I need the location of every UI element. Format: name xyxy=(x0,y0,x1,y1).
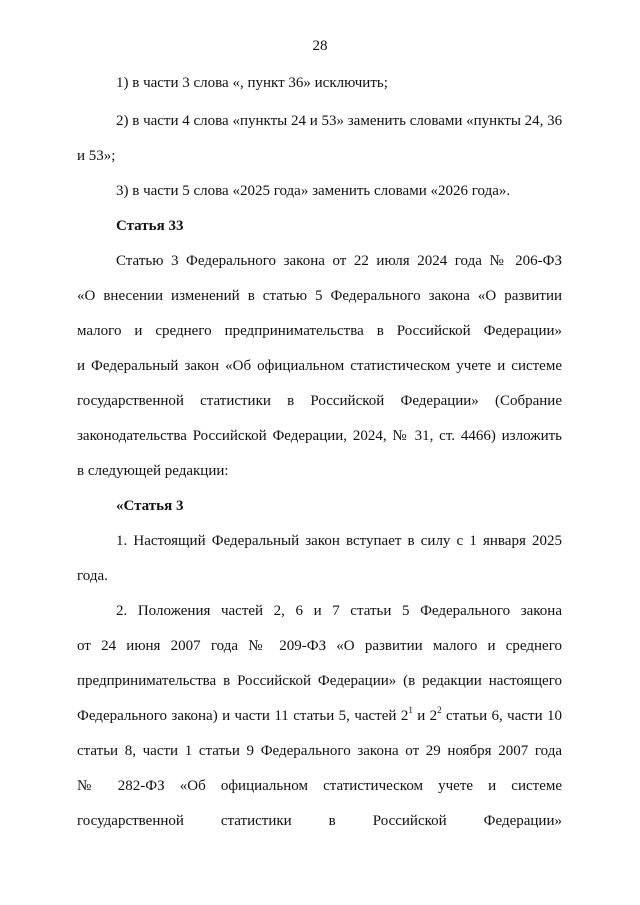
text-line: 2. Положения частей 2, 6 и 7 статьи 5 Федерального закона xyxy=(116,603,562,619)
superscript: 1 xyxy=(408,705,413,715)
text-line: 3) в части 5 слова «2025 года» заменить словами «2026 года». xyxy=(116,183,511,199)
text-line: малого и среднего предпринимательства в Российской Федерации» xyxy=(77,323,562,339)
page-number: 28 xyxy=(312,38,328,54)
text-line: 1. Настоящий Федеральный закон вступает в силу с 1 января 2025 xyxy=(116,533,562,549)
text-line: № 282-ФЗ «Об официальном статистическом учете и системе xyxy=(77,778,562,794)
text-line: 1) в части 3 слова «, пункт 36» исключить; xyxy=(116,75,388,91)
text-line: статьи 8, части 1 статьи 9 Федерального закона от 29 ноября 2007 года xyxy=(77,743,562,759)
text-line: в следующей редакции: xyxy=(77,463,229,479)
text-line: законодательства Российской Федерации, 2024, № 31, ст. 4466) изложить xyxy=(77,428,562,444)
text-line: государственной статистики в Российской Федерации» xyxy=(77,813,562,829)
text-line: предпринимательства в Российской Федерации» (в редакции настоящего xyxy=(77,673,562,689)
text-line: государственной статистики в Российской Федерации» (Собрание xyxy=(77,393,562,409)
text-fragment: Федерального закона) и части 11 статьи 5, частей 2 xyxy=(77,708,409,724)
text-line: «О внесении изменений в статью 5 Федерального закона «О развитии xyxy=(77,288,562,304)
article-heading: «Статья 3 xyxy=(116,498,184,514)
text-line: года. xyxy=(77,568,108,584)
text-line: 2) в части 4 слова «пункты 24 и 53» заменить словами «пункты 24, 36 xyxy=(116,113,563,129)
text-line: Статью 3 Федерального закона от 22 июля 2024 года № 206-ФЗ xyxy=(116,253,562,269)
text-line xyxy=(77,706,562,726)
article-heading: Статья 33 xyxy=(116,218,184,234)
text-fragment: статьи 6, части 10 xyxy=(441,708,563,724)
text-line: и 53»; xyxy=(77,148,116,164)
superscript: 2 xyxy=(437,705,442,715)
text-line: и Федеральный закон «Об официальном статистическом учете и системе xyxy=(77,358,562,374)
text-line: от 24 июня 2007 года № 209-ФЗ «О развитии малого и среднего xyxy=(77,638,562,654)
text-fragment: и 2 xyxy=(412,708,438,724)
